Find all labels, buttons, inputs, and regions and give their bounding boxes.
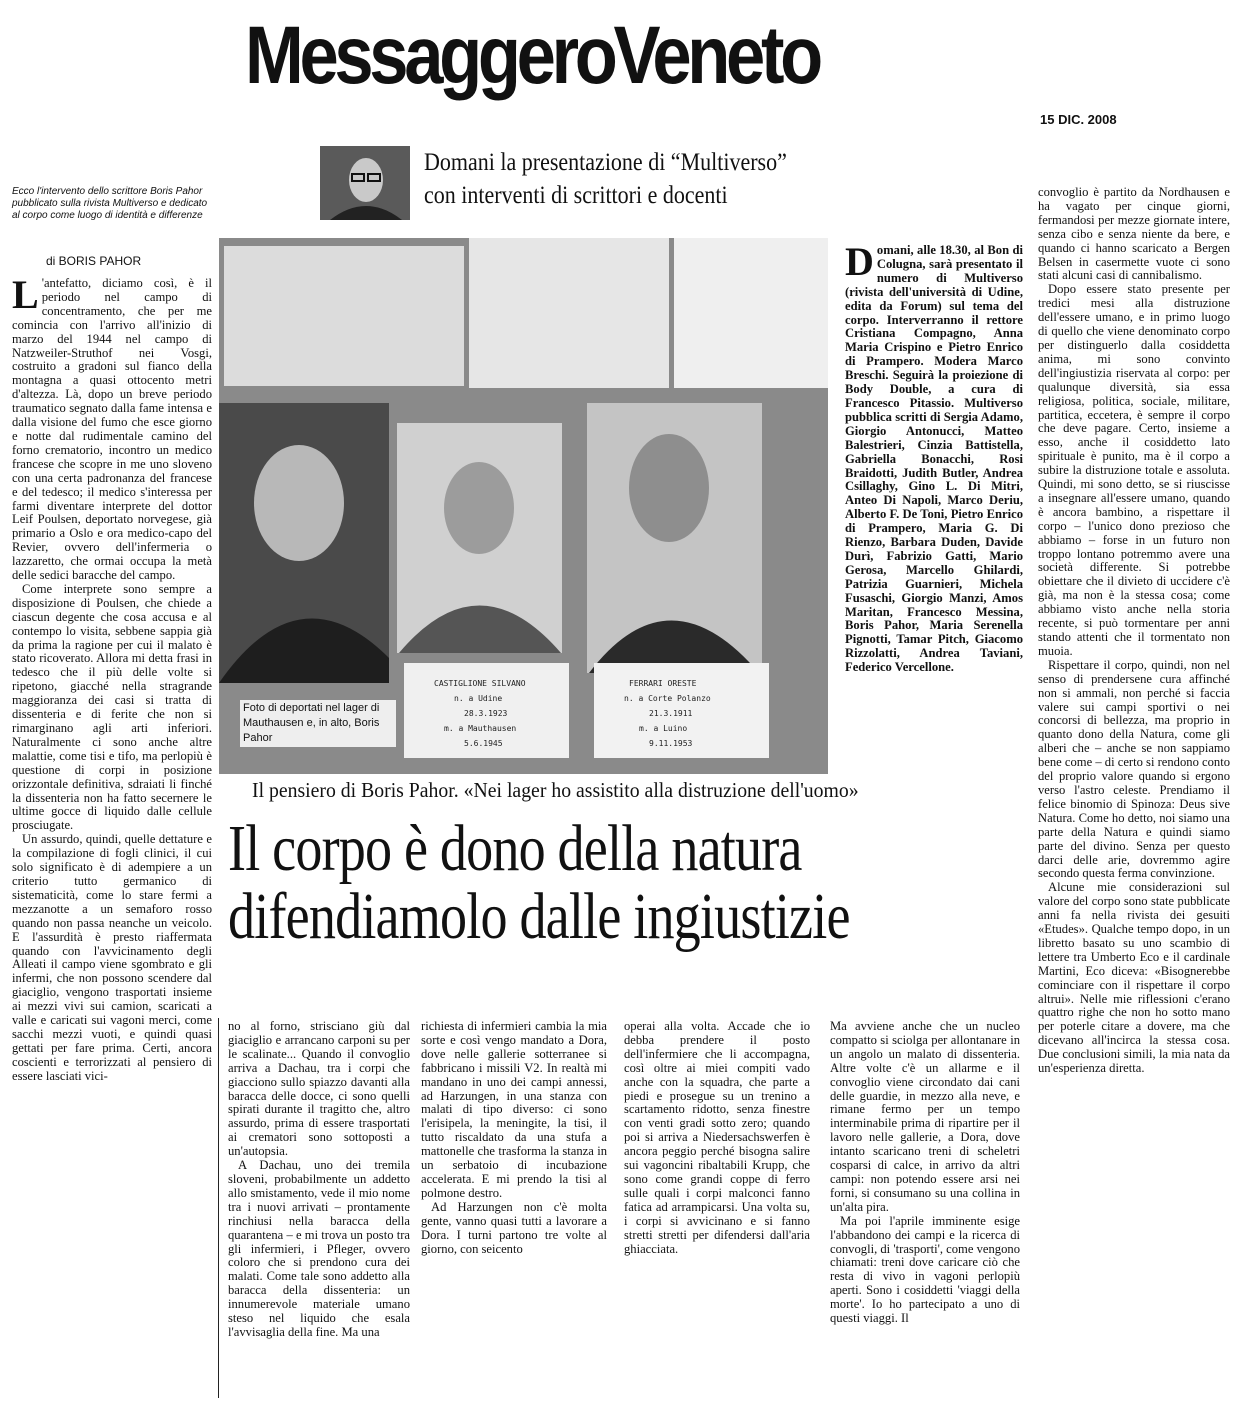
column-rule [218,1018,219,1398]
card-name-2: FERRARI ORESTE [629,679,697,688]
article-column-5 [830,1020,1020,1398]
deck-line-1: Domani la presentazione di “Multiverso” [424,149,787,176]
headline [228,812,876,953]
col1-para-1: 'antefatto, diciamo così, è il periodo nel campo di concentramento, che per me comincia con l'arrivo all'inizio di marzo del 1944 nel campo di Natzweiler-Struthof nei Vosgi, costruito a gradoni sul fianco della montagna a quasi ottocento metri d'altezza. Là, dopo un breve periodo traumatico segnato dalla fame intensa e dalla visione del fumo che esce giorno e notte dal rudimentale camino del forno crematorio, incontro un medico francese che scopre in me uno sloveno con una certa padronanza del francese e del tedesco; il medico s'interessa per farmi diventare interprete del dottor Leif Poulsen, deportato norvegese, già primario a Oslo e ora medico-capo del Revier, ovvero dell'infermeria o lazzaretto, che ormai occupa la metà delle sedici baracche del campo. [12,277,212,583]
article-column-3 [421,1020,607,1320]
col3-para-2: Ad Harzungen non c'è molta gente, vanno quasi tutti a lavorare a Dora. I turni partono tre volte al giorno, con seicento [421,1199,607,1256]
col6-para-3: Rispettare il corpo, quindi, non nel senso di prendersene cura affinché non si ammali, non perché si faccia valere sui campi sportivi o nei concorsi di bellezza, ma proprio in quanto dono della Natura, come gli alberi che – anche se non sappiamo bene come – di certo si rendono conto del proprio valore quando si ergono verso l'astro celeste. Prendiamo il felice binomio di Spinoza: Deus sive Natura. Come ho detto, noi siamo una parte della Natura e quindi siamo parte del divino. Senza per questo darci delle arie, dovremmo agire secondo questa ferma convinzione. [1038,657,1230,881]
subheadline: Il pensiero di Boris Pahor. «Nei lager ho assistito alla distruzione dell'uomo» [252,778,859,802]
col3-para-1: richiesta di infermieri cambia la mia sorte e così vengo mandato a Dora, dove nelle gallerie sotterranee si fabbricano i missili V2. In realtà mi mandano in uno dei campi annessi, ad Harzungen, in una stanza con malati di tipo diverso: ci sono l'erisipela, la meningite, la tisi, il tutto riscaldato da una stufa a mattonelle che trasforma la stanza in un serbatoio di incubazione accelerata. E mi prendo la tisi al polmone destro. [421,1020,607,1200]
col1-para-2: Come interprete sono sempre a disposizione di Poulsen, che chiede a ciascun degente che cosa accusa e al contempo lo visita, sebbene sappia già da prima la ragione per cui il malato è stato ricoverato. Allora mi detta frasi in tedesco che il più delle volte si ripetono, giacché nella stragrande maggioranza dei casi si tratta di dissenteria e di ferite che non si rimarginano agli arti inferiori. Naturalmente ci sono anche altre malattie, come tisi e tifo, ma perlopiù è questione di corpi in posizione orizzontale definitiva, sdraiati li finché la dissenteria non ha fatto secernere le ultime gocce di liquido dalle cellule prosciugate. [12,581,212,833]
portrait-image [320,146,410,220]
deck-line-2: con interventi di scrittori e docenti [424,182,728,209]
headline-line-1: Il corpo è dono della natura [228,812,802,885]
article-column-6 [1038,186,1230,1398]
card-death-2: 9.11.1953 [649,739,693,748]
masthead-title: MessaggeroVeneto [245,10,819,101]
card-born-1: n. a Udine [454,694,503,703]
col4-para-1: operai alla volta. Accade che io debba prendere il posto dell'infermiere che li accompagna, così oltre ai miei compiti vado anche con la squadra, che parte a piedi e prosegue su un trenino a scartamento ridotto, senza finestre con venti gradi sotto zero; quando poi si arriva a Niedersachswerfen è ancora peggio perché bisogna salire sui vagoncini ribaltabili Krupp, che sono come grandi coppe di ferro sulle quali i corpi malconci fanno fatica ad arrampicarsi. Una volta su, i corpi si avvicinano e si fanno stretti stretti per difendersi dall'aria ghiacciata. [624,1020,810,1256]
col1-para-3: Un assurdo, quindi, quelle dettature e la compilazione di fogli clinici, il cui solo significato è di adempiere a un criterio tutto germanico di sistematicità, come lo stare fermi a mezzanotte a un semaforo rosso quando non passa neanche un veicolo. E l'assurdità è presto riaffermata quando con l'avvicinamento degli Alleati il campo viene sgombrato e gli infermi, che non possono scendere dal giaciglio, vengono trasportati insieme ai mezzi vivi sui camion, scaricati a valle e caricati sui vagoni merci, come sacchi mezzi vuoti, e quindi quasi gettati per fare prima. Certi, ancora coscienti e terrorizzati al pensiero di essere lasciati vici- [12,832,212,1083]
intro-note: Ecco l'intervento dello scrittore Boris Pahor pubblicato sulla rivista Multiverso e dedicato al corpo come luogo di identità e differenze [12,186,208,221]
notice-text: omani, alle 18.30, al Bon di Colugna, sarà presentato il numero di Multiverso (rivista dell'università di Udine, edita da Forum) sul tema del corpo. Interverranno il rettore Cristiana Compagno, Anna Maria Crispino e Pietro Enrico di Prampero. Modera Marco Breschi. Seguirà la proiezione di Body Double, a cura di Francesco Pitassio. Multiverso pubblica scritti di Sergia Adamo, Giorgio Antonucci, Matteo Balestrieri, Cinzia Battistella, Gabriella Bonacchi, Rosi Braidotti, Judith Butler, Andrea Csillaghy, Gino L. Di Mitri, Anteo Di Napoli, Marco Deriu, Alberto F. De Toni, Pietro Enrico di Prampero, Maria G. Di Rienzo, Barbara Duden, Davide Durì, Fabrizio Gatti, Mario Gerosa, Marcello Ghilardi, Patrizia Guarnieri, Michela Fusaschi, Giorgio Manzi, Amos Maritan, Francesco Messina, Boris Pahor, Maria Serenella Pignotti, Tamar Pitch, Giacomo Rizzolatti, Andrea Taviani, Federico Vercellone. [845,244,1023,675]
drop-cap: L [12,277,39,317]
photo-image [219,238,828,774]
col5-para-2: Ma poi l'aprile imminente esige l'abbandono dei campi e la ricerca di convogli, di 'trasporti', come vengono chiamati: treni dove caricare ciò che resta di vivo in vagoni perlopiù aperti. Sono i cosiddetti 'viaggi della morte'. Io ho partecipato a uno di questi viaggi. Il [830,1213,1020,1326]
col6-para-1: convoglio è partito da Nordhausen e ha vagato per cinque giorni, fermandosi per mezze giornate intere, senza cibo e senza niente da bere, e quando ci hanno scaricato a Bergen Belsen in casermette vuote ci sono stati alcuni casi di cannibalismo. [1038,186,1230,283]
card-death-1: 5.6.1945 [464,739,503,748]
issue-date: 15 DIC. 2008 [1040,112,1117,127]
col5-para-1: Ma avviene anche che un nucleo compatto si sciolga per allontanare in un angolo un malato di dissenteria. Altre volte c'è un allarme e il convoglio viene circondato dai cani delle guardie, in mezzo alla neve, e rimane fermo per un tempo interminabile prima di ripartire per il lavoro nelle gallerie, a Dora, dove intanto scaricano treni di scheletri cosparsi di calce, in arrivo da altri campi: non potendo essere arsi nei forni, si consumano su una collina in un'alta pira. [830,1020,1020,1214]
article-column-2 [228,1020,410,1398]
headline-line-2: difendiamolo dalle ingiustizie [228,880,850,953]
col6-para-2: Dopo essere stato presente per tredici mesi alla distruzione dell'essere umano, e in primo luogo di quello che viene denominato corpo per distinguerlo dalla cosiddetta anima, mi sono convinto dell'ingiustizia riservata al corpo: per qualunque diversità, sia essa religiosa, politica, sociale, militare, partitica, eccetera, è sempre il corpo che deve pagare. Certo, insieme a esso, anche il cosiddetto lato spirituale è punito, ma è il corpo a subire la distruzione totale e assoluta. Quindi, mi sono detto, se si riuscisse a insegnare all'essere umano, quando è ancora bambino, a rispettare il corpo – l'unico dono prezioso che abbiamo – forse in un futuro non troppo lontano potremmo avere una società differente. Si potrebbe obiettare che il divieto di uccidere c'è già, ma non è la stessa cosa; come abbiamo visto anche nella storia recente, si può tormentare per anni stando attenti che il tormentato non muoia. [1038,282,1230,658]
article-column-1 [12,277,212,1397]
card-born-2: n. a Corte Polanzo [624,694,711,703]
author-portrait [320,146,410,220]
card-name-1: CASTIGLIONE SILVANO [434,679,526,688]
col2-para-1: no al forno, strisciano giù dal giaciglio e arrancano carponi su per le scalinate... Quando il convoglio arriva a Dachau, tra i corpi che giacciono sullo spiazzo davanti alla baracca delle docce, ci sono quelli spirati durante il tragitto che, altro assurdo, prima di essere trasportati ai crematori sono sottoposti a un'autopsia. [228,1020,410,1159]
col2-para-2: A Dachau, uno dei tremila sloveni, probabilmente un addetto allo smistamento, vede il mio nome tra i nuovi arrivati – prontamente rinchiusi nella baracca della quarantena – e mi trova un posto tra gli infermieri, i Pfleger, ovvero coloro che si prendono cura dei malati. Come tale sono addetto alla baracca della dissenteria: un innumerevole materiale umano steso nel liquido che esala l'avvisaglia della fine. Ma una [228,1158,410,1339]
card-place-2: m. a Luino [639,724,688,733]
deck [424,146,787,212]
card-place-1: m. a Mauthausen [444,724,517,733]
article-column-4 [624,1020,810,1310]
deportees-photo [219,238,828,774]
byline: di BORIS PAHOR [46,254,142,268]
card-date-2: 21.3.1911 [649,709,693,718]
photo-caption: Foto di deportati nel lager di Mauthausen e, in alto, Boris Pahor [240,700,396,747]
notice-drop-cap: D [845,244,874,284]
col6-para-4: Alcune mie considerazioni sul valore del corpo sono state pubblicate anni fa nella rivista dei gesuiti «Etudes». Qualche tempo dopo, in un libretto basato su uno scambio di lettere tra Umberto Eco e il cardinale Martini, Eco diceva: «Bisognerebbe cominciare con il rispettare il corpo altrui». Nelle mie riflessioni c'erano quattro righe che non ho sotto mano per poterle citare a dovere, ma che dicevano all'incirca la stessa cosa. Due conclusioni simili, la mia nata da un'esperienza diretta. [1038,880,1230,1076]
card-date-1: 28.3.1923 [464,709,508,718]
event-notice [845,244,1023,774]
